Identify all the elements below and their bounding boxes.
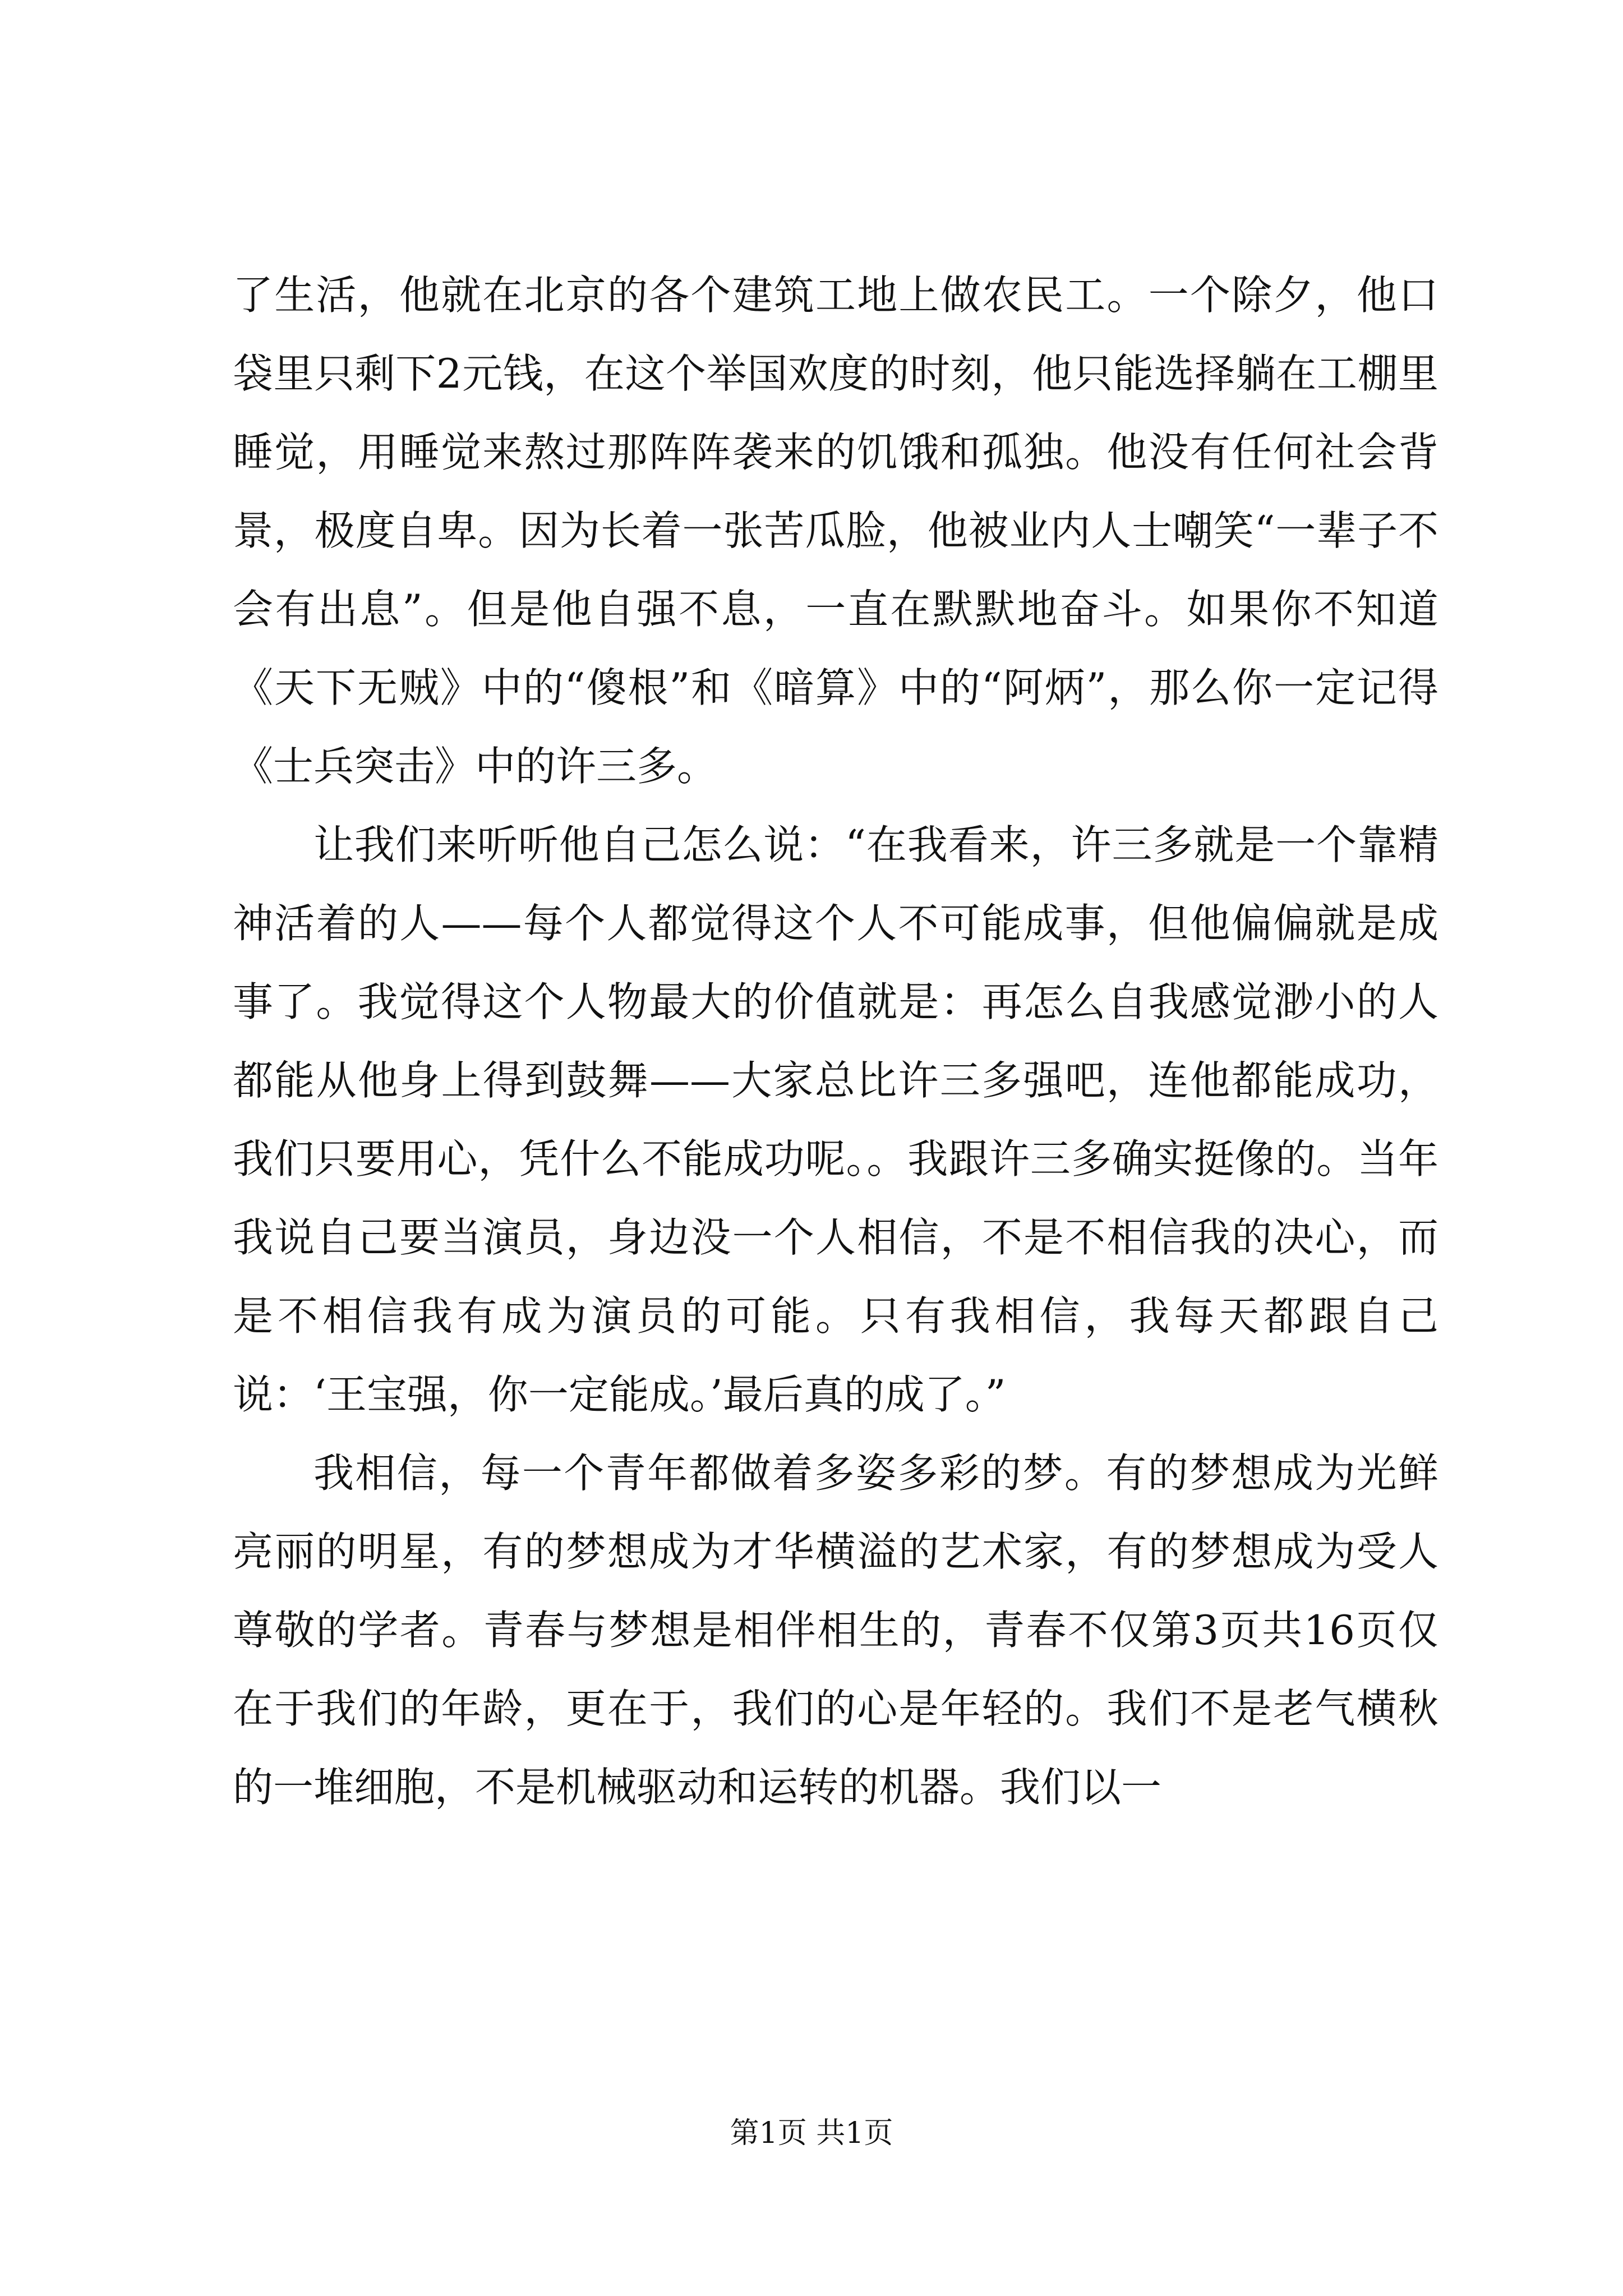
paragraph-1: 了生活，他就在北京的各个建筑工地上做农民工。一个除夕，他口袋里只剩下2元钱，在这个举国欢度的时刻，他只能选择躺在工棚里睡觉，用睡觉来熬过那阵阵袭来的饥饿和孤独。他没有任何社会背景，极度自卑。因为长着一张苦瓜脸，他被业内人士嘲笑“一辈子不会有出息”。但是他自强不息，一直在默默地奋斗。如果你不知道《天下无贼》中的“傻根”和《暗算》中的“阿炳”，那么你一定记得《士兵突击》中的许三多。	[233, 272, 1438, 790]
paragraph-2: 让我们来听听他自己怎么说：“在我看来，许三多就是一个靠精神活着的人——每个人都觉得这个人不可能成事，但他偏偏就是成事了。我觉得这个人物最大的价值就是：再怎么自我感觉渺小的人都能从他身上得到鼓舞——大家总比许三多强吧，连他都能成功，我们只要用心，凭什么不能成功呢。。我跟许三多确实挺像的。当年我说自己要当演员，身边没一个人相信，不是不相信我的决心，而是不相信我有成为演员的可能。只有我相信，我每天都跟自己说：‘王宝强，你一定能成。’最后真的成了。”	[233, 821, 1438, 1418]
document-body	[233, 256, 1438, 1826]
page-footer: 第1页 共1页	[730, 2116, 893, 2150]
paragraph-3: 我相信，每一个青年都做着多姿多彩的梦。有的梦想成为光鲜亮丽的明星，有的梦想成为才华横溢的艺术家，有的梦想成为受人尊敬的学者。青春与梦想是相伴相生的，青春不仅第3页共16页仅在于我们的年龄，更在于，我们的心是年轻的。我们不是老气横秋的一堆细胞，不是机械驱动和运转的机器。我们以一	[233, 1450, 1438, 1811]
